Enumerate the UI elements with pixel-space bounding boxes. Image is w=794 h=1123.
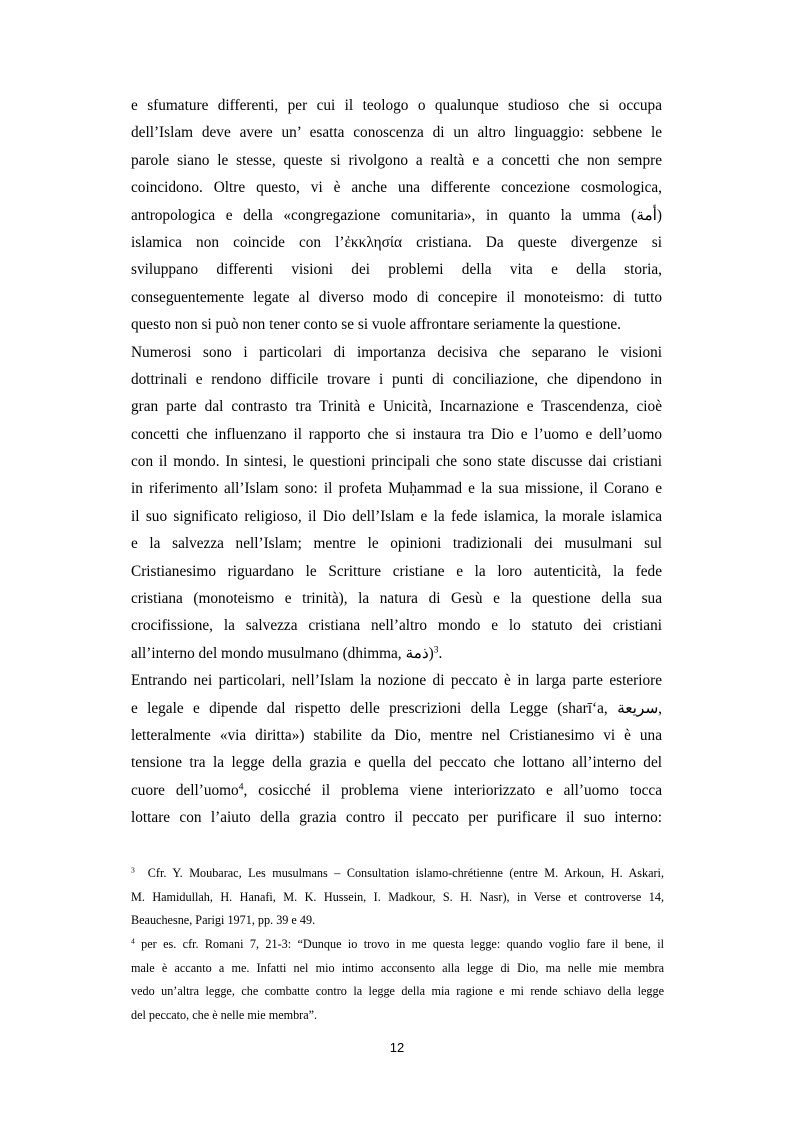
body-line: e la salvezza nell’Islam; mentre le opinioni tradizionali dei musulmani sul [131,535,662,553]
body-line [131,640,662,667]
body-line: concetti che influenzano il rapporto che si instaura tra Dio e l’uomo e dell’uomo [131,425,662,443]
body-line: conseguentemente legate al diverso modo di concepire il monoteismo: di tutto [131,288,662,306]
footnote-line: del peccato, che è nelle mie membra”. [131,1007,318,1022]
body-line: gran parte dal contrasto tra Trinità e Unicità, Incarnazione e Trascendenza, cioè [131,398,662,416]
body-line: questo non si può non tener conto se si vuole affrontare seriamente la questione. [131,316,621,334]
footnote-line: M. Hamidullah, H. Hanafi, M. K. Hussein, I. Madkour, S. H. Nasr), in Verse et controverse 14, [131,889,664,904]
body-line-text: cuore dell’uomo [131,781,239,799]
footnote-4 [131,933,664,1027]
footnote-line [131,862,664,886]
body-line: crocifissione, la salvezza cristiana nell’altro mondo e lo statuto dei cristiani [131,617,662,635]
body-line: con il mondo. In sintesi, le questioni principali che sono state discusse dai cristiani [131,453,662,471]
body-line: dottrinali e rendono difficile trovare i punti di conciliazione, che dipendono in [131,370,662,388]
body-line: Cristianesimo riguardano le Scritture cristiane e la loro autenticità, la fede [131,562,662,580]
footnote-line-text: Cfr. Y. Moubarac, Les musulmans – Consultation islamo-chrétienne (entre M. Arkoun, H. Askari, [147,866,664,880]
period: . [438,644,443,662]
body-line-text: all’interno del mondo musulmano (dhimma, ذمة) [131,644,434,662]
body-line [131,777,662,804]
footnote-3 [131,862,664,933]
body-line: letteralmente «via diritta») stabilite da Dio, mentre nel Cristianesimo vi è una [131,726,662,744]
body-line: tensione tra la legge della grazia e quella del peccato che lottano all’interno del [131,754,662,772]
body-line: dell’Islam deve avere un’ esatta conoscenza di un altro linguaggio: sebbene le [131,124,662,142]
body-line: islamica non coincide con l’ἐκκλησία cristiana. Da queste divergenze si [131,233,662,251]
body-line: cristiana (monoteismo e trinità), la natura di Gesù e la questione della sua [131,590,662,608]
footnote-line: vedo un’altra legge, che combatte contro la legge della mia ragione e mi rende schiavo della legge [131,984,664,999]
body-line: lottare con l’aiuto della grazia contro il peccato per purificare il suo interno: [131,809,662,827]
body-line: Entrando nei particolari, nell’Islam la nozione di peccato è in larga parte esteriore [131,672,662,690]
body-line: in riferimento all’Islam sono: il profeta Muḥammad e la sua missione, il Corano e [131,480,662,498]
body-line: antropologica e della «congregazione comunitaria», in quanto la umma (أمة) [131,206,662,224]
footnote-number: 3 [131,865,135,875]
footnote-line-text: per es. cfr. Romani 7, 21-3: “Dunque io trovo in me questa legge: quando voglio fare il bene, il [141,937,664,951]
body-line: il suo significato religioso, il Dio dell’Islam e la fede islamica, la morale islamica [131,507,662,525]
body-line: coincidono. Oltre questo, vi è anche una differente concezione cosmologica, [131,179,662,197]
body-line-text: , cosicché il problema viene interiorizzato e all’uomo tocca [243,781,662,799]
body-line: sviluppano differenti visioni dei problemi della vita e della storia, [131,261,662,279]
body-line: parole siano le stesse, queste si rivolgono a realtà e a concetti che non sempre [131,151,662,169]
footnote-ref-4[interactable]: 4 [238,782,244,793]
body-line: Numerosi sono i particolari di importanza decisiva che separano le visioni [131,343,662,361]
body-line: e sfumature differenti, per cui il teologo o qualunque studioso che si occupa [131,97,662,114]
footnote-line [131,933,664,957]
footnote-ref-3[interactable]: 3 [433,645,439,656]
body-text [131,92,662,832]
footnote-number: 4 [131,936,135,946]
footnote-line: Beauchesne, Parigi 1971, pp. 39 e 49. [131,913,316,928]
footnote-line: male è accanto a me. Infatti nel mio intimo acconsento alla legge di Dio, ma nelle mie membra [131,960,664,975]
body-line: e legale e dipende dal rispetto delle prescrizioni della Legge (sharī‘a, سريعة, [131,699,662,717]
page-number: 12 [389,1040,405,1055]
